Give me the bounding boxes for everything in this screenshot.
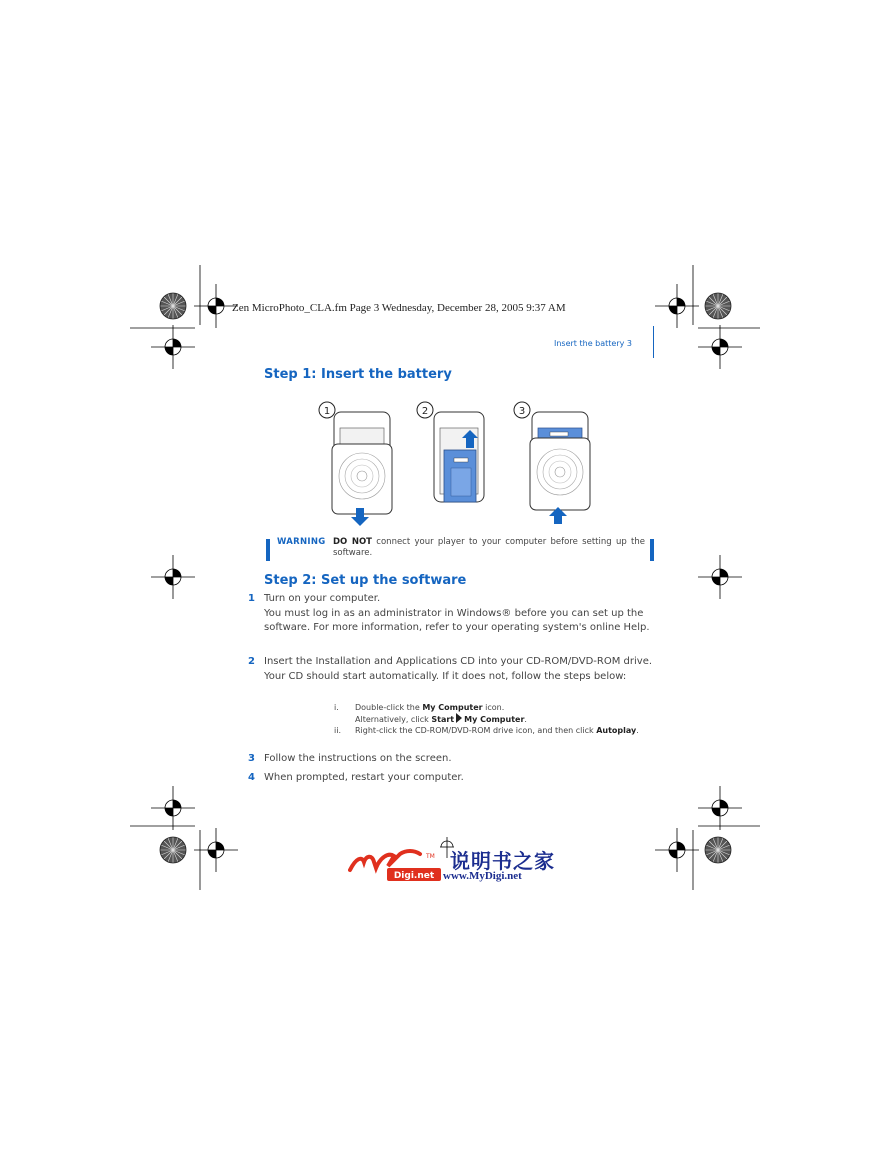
start-label: Start — [431, 715, 455, 724]
digi-net-text: Digi.net — [393, 871, 435, 881]
my-computer-label: My Computer — [422, 703, 483, 712]
step-item-body — [264, 752, 659, 767]
trademark-text: TM — [426, 853, 435, 860]
watermark-chinese: 说明书之家 — [450, 849, 555, 873]
battery-illustration — [310, 398, 610, 528]
step2-title: Step 2: Set up the software — [264, 573, 467, 588]
step-item-body — [264, 592, 659, 636]
step-item-number: 3 — [248, 753, 255, 764]
device-step-2 — [434, 412, 484, 502]
substep-alt-post: . — [524, 715, 527, 724]
step1-title: Step 1: Insert the battery — [264, 367, 452, 382]
step-item-line: Your CD should start automatically. If it does not, follow the steps below: — [264, 670, 627, 682]
substep-number: ii. — [334, 726, 341, 735]
step-item-number: 4 — [248, 772, 255, 783]
step-item-body — [264, 771, 659, 786]
my-computer-label: My Computer — [464, 715, 525, 724]
step-item-number: 2 — [248, 656, 255, 667]
step-item-line: You must log in as an administrator in Windows® before you can set up the software. For more information, refer to your operating system's online Help. — [264, 607, 650, 633]
device-step-3 — [530, 412, 590, 524]
step-item-line: Turn on your computer. — [264, 593, 381, 604]
figure-number-3-text: 3 — [518, 406, 526, 417]
step-item-body — [264, 655, 659, 684]
watermark-url: www.MyDigi.net — [443, 870, 522, 882]
arrow-right-icon — [456, 713, 462, 723]
warning-bar-right — [650, 539, 654, 561]
substep-post: icon. — [482, 703, 505, 712]
substep-text — [355, 702, 655, 725]
step-item-number: 1 — [248, 593, 255, 604]
warning-box — [266, 537, 654, 565]
figure-number-2-text: 2 — [421, 406, 429, 417]
running-head: Insert the battery 3 — [554, 339, 632, 348]
digi-net-badge — [387, 868, 441, 881]
substep-post: . — [636, 726, 639, 735]
figure-number-2 — [417, 402, 433, 418]
figure-number-1 — [319, 402, 335, 418]
figure-number-1-text: 1 — [323, 406, 331, 417]
warning-label: WARNING — [277, 537, 326, 547]
autoplay-label: Autoplay — [596, 726, 637, 735]
substep-alt-pre: Alternatively, click — [355, 715, 432, 724]
substep-pre: Double-click the — [355, 703, 423, 712]
warning-lead: DO NOT — [333, 537, 372, 547]
substep-text — [355, 725, 655, 736]
substep-number: i. — [334, 703, 339, 712]
frame-header: Zen MicroPhoto_CLA.fm Page 3 Wednesday, December 28, 2005 9:37 AM — [232, 302, 566, 314]
warning-bar-left — [266, 539, 270, 561]
substep-pre: Right-click the CD-ROM/DVD-ROM drive icon, and then click — [355, 726, 597, 735]
warning-text — [333, 537, 645, 559]
header-rule — [653, 326, 654, 358]
step-item-line: When prompted, restart your computer. — [264, 772, 464, 783]
device-step-1 — [332, 412, 392, 526]
step-item-line: Follow the instructions on the screen. — [264, 753, 452, 764]
figure-number-3 — [514, 402, 530, 418]
warning-body: connect your player to your computer before setting up the software. — [333, 537, 645, 558]
step-item-line: Insert the Installation and Applications CD into your CD-ROM/DVD-ROM drive. — [264, 656, 653, 667]
